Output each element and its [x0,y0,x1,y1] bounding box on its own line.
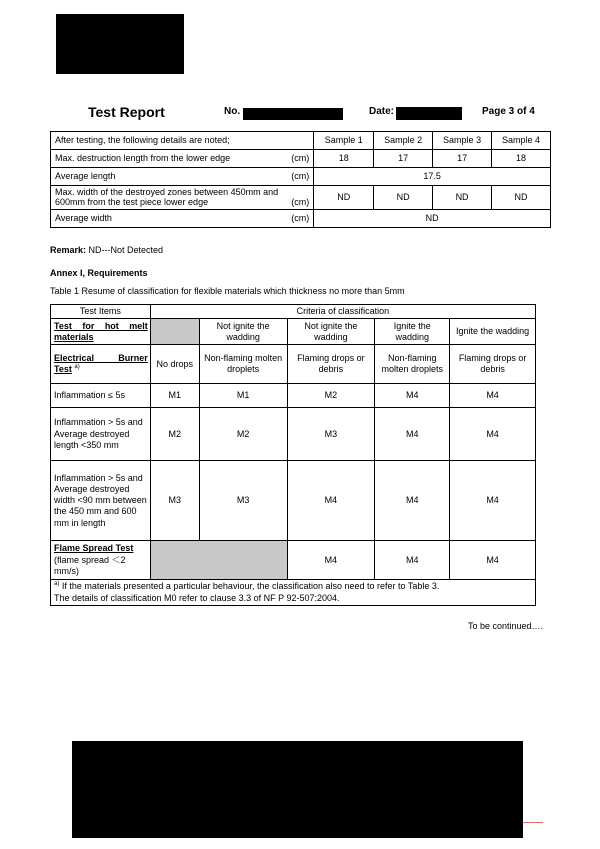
class-cell: M4 [375,384,450,408]
criteria-cell: Non-flaming molten droplets [199,345,287,384]
avg-length-label: Average length [55,170,116,181]
class-cell: M4 [450,541,536,580]
class-cell: M2 [150,408,199,461]
class-cell: M4 [450,461,536,541]
unit: (cm) [291,170,310,181]
table-row [51,150,551,168]
class-cell: M4 [375,461,450,541]
sample-header: Sample 4 [492,132,551,150]
burner-label: Electrical Burner Test $^{a)}$ [51,345,151,384]
class-cell: M4 [287,461,375,541]
class-cell: M4 [450,408,536,461]
unit: (cm) [291,152,310,163]
max-destruction-label: Max. destruction length from the lower edge [55,152,231,163]
criteria-cell: Not ignite the wadding [287,319,375,345]
value-cell: ND [433,186,492,210]
page-number: Page 3 of 4 [482,106,535,117]
class-cell: M1 [150,384,199,408]
sample-header: Sample 1 [314,132,374,150]
row-label [51,186,314,210]
redacted-footer [72,741,523,838]
row-label: Inflammation > 5s and Average destroyed width <90 mm between the 450 mm and 600 mm in length [51,461,151,541]
row-label [51,150,314,168]
report-number-label: No. [224,106,241,117]
unit: (cm) [291,212,310,223]
value-cell: 18 [314,150,374,168]
table-row [51,319,536,345]
table-row [51,132,551,150]
footnote: $^{a)}$ If the materials presented a particular behaviour, the classification also need to refer to Table 3. The details of classification M0 refer to clause 3.3 of NF P 92-507:2004. [51,580,536,606]
value-cell: ND [314,186,374,210]
row-label [51,209,314,227]
table-row [51,186,551,210]
table-row [51,408,536,461]
value-cell: 17.5 [314,168,551,186]
criteria-header: Criteria of classification [150,305,535,319]
class-cell: M3 [150,461,199,541]
value-cell: 17 [374,150,433,168]
class-cell: M4 [450,384,536,408]
remark [50,245,163,255]
sample-header: Sample 3 [433,132,492,150]
redacted-logo [56,14,184,74]
annex-title: Annex I, Requirements [50,268,148,278]
class-cell: M4 [375,408,450,461]
value-cell: ND [492,186,551,210]
table-row [51,384,536,408]
report-title: Test Report [88,104,165,120]
gray-cell [150,541,287,580]
table-row [51,541,536,580]
row-label: Inflammation > 5s and Average destroyed length <350 mm [51,408,151,461]
class-cell: M1 [199,384,287,408]
value-cell: ND [374,186,433,210]
criteria-cell: Not ignite the wadding [199,319,287,345]
row-label [51,168,314,186]
class-cell: M2 [287,384,375,408]
unit: (cm) [291,197,310,208]
row-label: Inflammation ≤ 5s [51,384,151,408]
class-cell: M4 [375,541,450,580]
redacted-date [396,107,462,120]
classification-table [50,304,536,606]
criteria-cell: Ignite the wadding [450,319,536,345]
criteria-cell: Flaming drops or debris [450,345,536,384]
footnote-marker: a) [74,364,80,371]
results-table [50,131,551,228]
test-items-header: Test Items [51,305,151,319]
table-row [51,305,536,319]
continued-note: To be continued…. [468,621,544,631]
max-width-label-line2: 600mm from the test piece lower edge [55,197,209,208]
footer-red-line [523,822,543,823]
avg-width-label: Average width [55,212,112,223]
class-cell: M3 [199,461,287,541]
value-cell: 18 [492,150,551,168]
criteria-cell: Flaming drops or debris [287,345,375,384]
gray-cell [150,319,199,345]
class-cell: M3 [287,408,375,461]
remark-text: ND---Not Detected [86,245,164,255]
table-row [51,461,536,541]
table-row [51,345,536,384]
flame-spread-label: Flame Spread Test (flame spread ＜2 mm/s) [51,541,151,580]
hot-melt-label: Test for hot melt materials [51,319,151,345]
class-cell: M4 [287,541,375,580]
table-row [51,168,551,186]
table-row [51,580,536,606]
value-cell: ND [314,209,551,227]
class-cell: M2 [199,408,287,461]
max-width-label-line1: Max. width of the destroyed zones between 450mm and [55,187,279,197]
table-row [51,209,551,227]
table-caption: Table 1 Resume of classification for flexible materials which thickness no more than 5mm [50,286,405,296]
criteria-cell: No drops [150,345,199,384]
criteria-cell: Ignite the wadding [375,319,450,345]
date-label: Date: [369,106,395,117]
redacted-report-number [243,108,343,120]
criteria-cell: Non-flaming molten droplets [375,345,450,384]
sample-header: Sample 2 [374,132,433,150]
remark-label: Remark: [50,245,87,255]
intro-cell: After testing, the following details are noted; [51,132,314,150]
value-cell: 17 [433,150,492,168]
